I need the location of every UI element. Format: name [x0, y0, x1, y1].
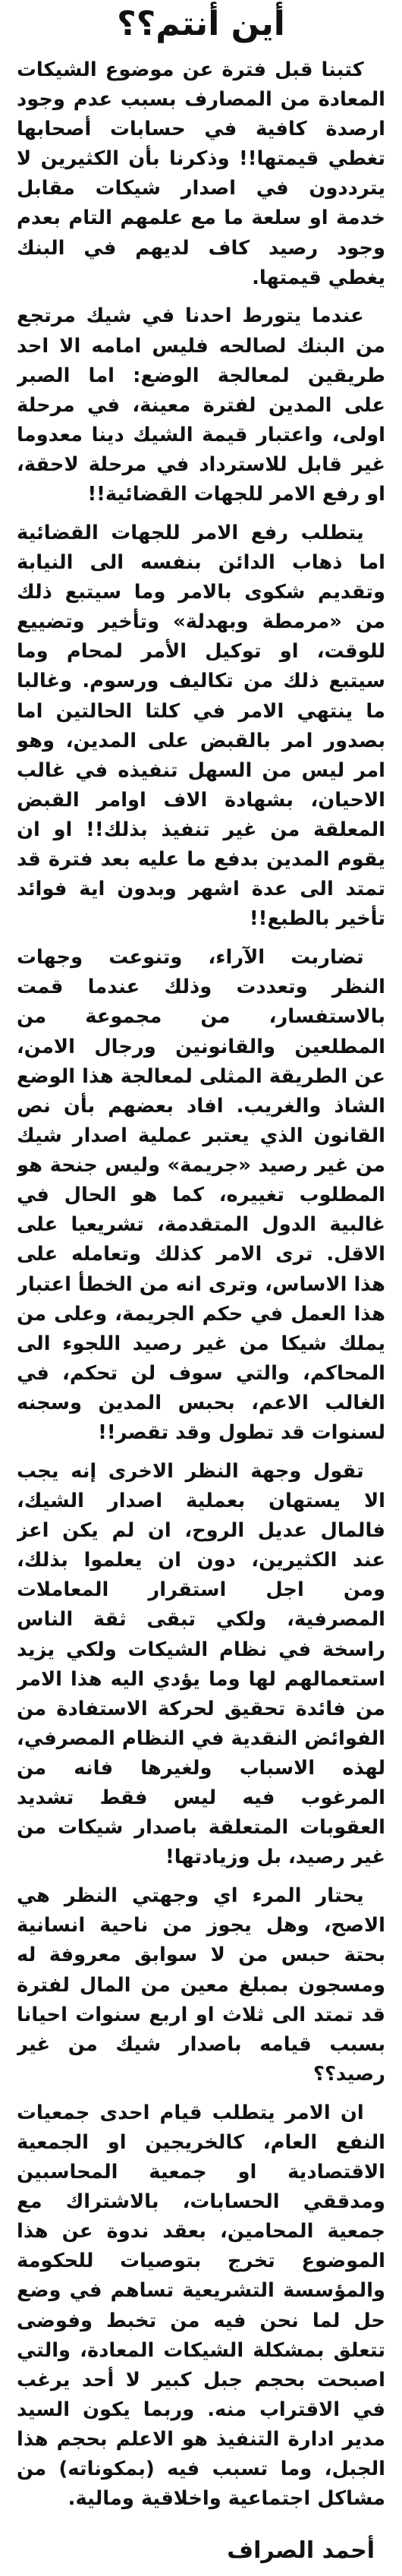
paragraph-legal-route: يتطلب رفع الامر للجهات القضائية اما ذهاب الدائن بنفسه الى النيابة وتقديم شكوى بالامر وما سيتبع ذلك من «مرمطة وبهدلة» وتأخير وتضييع للوقت، او توكيل الأمر لمحام وما سيتبع ذلك من تكاليف ورسوم. وغالبا ما ينتهي الامر في كلتا الحالتين اما بصدور امر بالقبض على المدين، وهو امر ليس من السهل تنفيذه في غالب الاحيان، بشهادة الاف اوامر القبض المعلقة من غير تنفيذ بذلك!! او ان يقوم المدين بدفع ما عليه بعد فترة قد تمتد الى عدة اشهر وبدون اية فوائد تأخير بالطبع!! [17, 521, 385, 931]
paragraph-second-view: تقول وجهة النظر الاخرى إنه يجب الا يستهان بعملية اصدار الشيك، فالمال عديل الروح، ان لم يكن اعز عند الكثيرين، دون ان يعلموا بذلك، ومن اجل استقرار المعاملات المصرفية، ولكي تبقى ثقة الناس راسخة في نظام الشيكات ولكي يزيد استعمالهم لها وما يؤدي اليه هذا الامر من فائدة تحقيق لحركة الاستفادة من الفوائض النقدية في النظام المصرفي، لهذه الاسباب ولغيرها فانه من المرغوب فيه ليس فقط تشديد العقوبات المتعلقة باصدار شيكات من غير رصيد، بل وزيادتها! [17, 1459, 385, 1869]
author-byline: أحمد الصراف [227, 2537, 375, 2564]
paragraph-question: يحتار المرء اي وجهتي النظر هي الاصح، وهل يجوز من ناحية انسانية بحتة حبس من لا سوابق معروفة له ومسجون بمبلغ معين من المال لفترة قد تمتد الى ثلاث او اربع سنوات احيانا بسبب قيامه باصدار شيك من غير رصيد؟؟ [17, 1884, 385, 2086]
paragraph-intro: كتبنا قبل فترة عن موضوع الشيكات المعادة من المصارف بسبب عدم وجود ارصدة كافية في حسابات أصحابها تغطي قيمتها!! وذكرنا بأن الكثيرين لا يترددون في اصدار شيكات مقابل خدمة او سلعة ما مع علمهم التام بعدم وجود رصيد كاف لديهم في البنك يغطي قيمتها. [17, 58, 385, 289]
article-body [17, 55, 385, 2528]
paragraph-conclusion: ان الامر يتطلب قيام احدى جمعيات النفع العام، كالخريجين او الجمعية الاقتصادية او جمعية المحاسبين ومدققي الحسابات، بالاشتراك مع جمعية المحامين، بعقد ندوة عن هذا الموضوع تخرج بتوصيات للحكومة والمؤسسة التشريعية تساهم في وضع حل لما نحن فيه من تخبط وفوضى تتعلق بمشكلة الشيكات المعادة، والتي اصبحت بحجم جبل كبير لا أحد يرغب في الاقتراب منه. وربما يكون السيد مدير ادارة التنفيذ هو الاعلم بحجم هذا الجبل، وما تسبب فيه (بمكوناته) من مشاكل اجتماعية واخلاقية ومالية. [17, 2101, 385, 2511]
paragraph-options: عندما يتورط احدنا في شيك مرتجع من البنك لصالحه فليس امامه الا احد طريقين لمعالجة الوضع: اما الصبر على المدين لفترة معينة، في مرحلة اولى، واعتبار قيمة الشيك دينا معدوما غير قابل للاسترداد في مرحلة لاحقة، او رفع الامر للجهات القضائية!! [17, 304, 385, 506]
article-title: أين أنتم؟؟ [117, 5, 285, 43]
paragraph-first-view: تضاربت الآراء، وتنوعت وجهات النظر وتعددت وذلك عندما قمت بالاستفسار، من مجموعة من المطلعين والقانونين ورجال الامن، عن الطريقة المثلى لمعالجة هذا الوضع الشاذ والغريب. افاد بعضهم بأن نص القانون الذي يعتبر عملية اصدار شيك من غير رصيد «جريمة» وليس جنحة هو المطلوب تغييره، كما هو الحال في غالبية الدول المتقدمة، تشريعيا على الاقل. ترى الامر كذلك وتعامله على هذا الاساس، وترى انه من الخطأ اعتبار هذا العمل في حكم الجريمة، وعلى من يملك شيكا من غير رصيد اللجوء الى المحاكم، والتي سوف لن تحكم، في الغالب الاعم، بحبس المدين وسجنه لسنوات قد تطول وقد تقصر!! [17, 946, 385, 1445]
